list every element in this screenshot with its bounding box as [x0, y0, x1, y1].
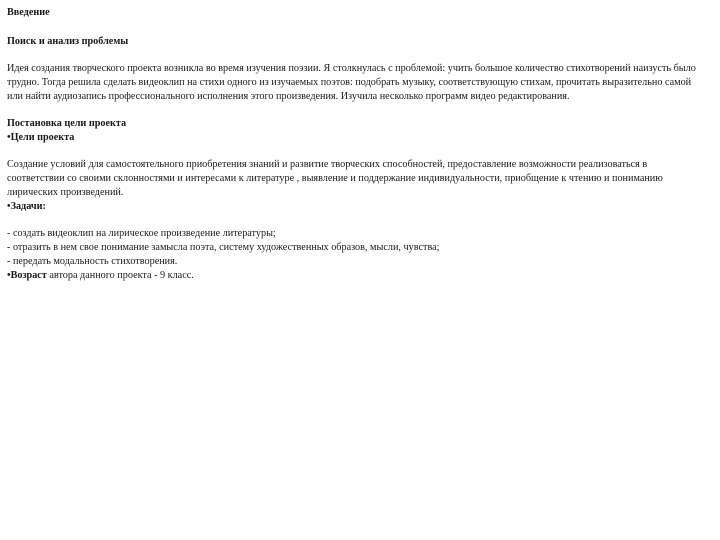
- goals-text: Создание условий для самостоятельного приобретения знаний и развитие творческих способностей, предоставление возможности реализоваться в соответствии со своими склонностями и интересами к литературе , выявление и поддержание индивидуальности, приобщение к чтению и пониманию лирических произведений.: [7, 159, 663, 198]
- section-heading-problem: Поиск и анализ проблемы: [7, 36, 129, 47]
- task-item: - передать модальность стихотворения.: [7, 256, 178, 267]
- tasks-heading: •Задачи:: [7, 201, 46, 212]
- task-item: - создать видеоклип на лирическое произведение литературы;: [7, 228, 276, 239]
- age-line: [7, 269, 707, 283]
- age-text: автора данного проекта - 9 класс.: [46, 270, 194, 281]
- document-body: [7, 6, 707, 283]
- task-item: - отразить в нем свое понимание замысла поэта, систему художественных образов, мысли, чувства;: [7, 242, 440, 253]
- document-title: Введение: [7, 7, 50, 18]
- age-label: •Возраст: [7, 270, 47, 281]
- section-heading-goal: Постановка цели проекта: [7, 118, 127, 129]
- section-text-problem: Идея создания творческого проекта возникла во время изучения поэзии. Я столкнулась с проблемой: учить большое количество стихотворений наизусть было трудно. Тогда решила сделать видеоклип на стихи одного из изучаемых поэтов: подобрать музыку, соответствующую стихам, прочитать выразительно самой или найти аудиозапись профессионального исполнения этого произведения. Изучила несколько программ видео редактирования.: [7, 63, 696, 102]
- goals-heading: •Цели проекта: [7, 132, 75, 143]
